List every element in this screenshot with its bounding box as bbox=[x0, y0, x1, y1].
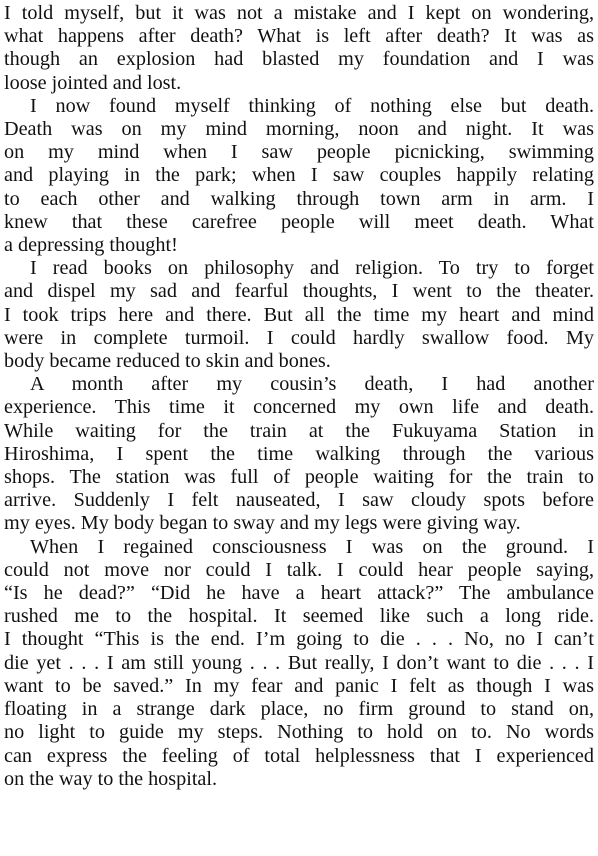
text-line: loose jointed and lost. bbox=[4, 71, 182, 94]
paragraph-4 bbox=[4, 373, 594, 535]
text-line: knew that these carefree people will meet death. What bbox=[4, 210, 594, 233]
text-line: want to be saved.” In my fear and panic I felt as though I was bbox=[4, 674, 594, 697]
document-page bbox=[4, 2, 594, 791]
text-line: A month after my cousin’s death, I had another bbox=[30, 373, 594, 396]
text-line: Hiroshima, I spent the time walking through the various bbox=[4, 442, 594, 465]
text-line: on the way to the hospital. bbox=[4, 767, 218, 790]
text-line: though an explosion had blasted my foundation and I was bbox=[4, 48, 594, 71]
text-line: shops. The station was full of people waiting for the train to bbox=[4, 466, 594, 489]
text-line: experience. This time it concerned my own life and death. bbox=[4, 396, 594, 419]
text-line: to each other and walking through town arm in arm. I bbox=[4, 187, 594, 210]
text-line: floating in a strange dark place, no firm ground to stand on, bbox=[4, 698, 594, 721]
text-line: could not move nor could I talk. I could hear people saying, bbox=[4, 558, 594, 581]
text-line: I read books on philosophy and religion. To try to forget bbox=[30, 257, 594, 280]
text-line: can express the feeling of total helplessness that I experienced bbox=[4, 744, 594, 767]
text-line: body became reduced to skin and bones. bbox=[4, 350, 331, 373]
text-line: and playing in the park; when I saw couples happily relating bbox=[4, 164, 594, 187]
paragraph-3 bbox=[4, 257, 594, 373]
text-line: rushed me to the hospital. It seemed like such a long ride. bbox=[4, 605, 594, 628]
text-line: no light to guide my steps. Nothing to hold on to. No words bbox=[4, 721, 594, 744]
text-line: arrive. Suddenly I felt nauseated, I saw cloudy spots before bbox=[4, 489, 594, 512]
text-line: die yet . . . I am still young . . . But really, I don’t want to die . . . I bbox=[4, 651, 594, 674]
paragraph-1 bbox=[4, 2, 594, 95]
text-line: Death was on my mind morning, noon and night. It was bbox=[4, 118, 594, 141]
text-line: When I regained consciousness I was on the ground. I bbox=[30, 535, 594, 558]
text-line: what happens after death? What is left after death? It was as bbox=[4, 25, 594, 48]
text-line: I took trips here and there. But all the time my heart and mind bbox=[4, 303, 594, 326]
text-line: on my mind when I saw people picnicking, swimming bbox=[4, 141, 594, 164]
text-line: were in complete turmoil. I could hardly swallow food. My bbox=[4, 326, 594, 349]
text-line: I told myself, but it was not a mistake and I kept on wondering, bbox=[4, 2, 594, 24]
text-line: “Is he dead?” “Did he have a heart attack?” The ambulance bbox=[4, 582, 594, 605]
paragraph-5 bbox=[4, 536, 594, 791]
text-line: my eyes. My body began to sway and my legs were giving way. bbox=[4, 512, 521, 535]
paragraph-2 bbox=[4, 95, 594, 257]
text-line: and dispel my sad and fearful thoughts, I went to the theater. bbox=[4, 280, 594, 303]
text-line: I thought “This is the end. I’m going to die . . . No, no I can’t bbox=[4, 628, 594, 651]
text-line: a depressing thought! bbox=[4, 234, 178, 257]
text-line: I now found myself thinking of nothing else but death. bbox=[30, 94, 594, 117]
text-line: While waiting for the train at the Fukuyama Station in bbox=[4, 419, 594, 442]
